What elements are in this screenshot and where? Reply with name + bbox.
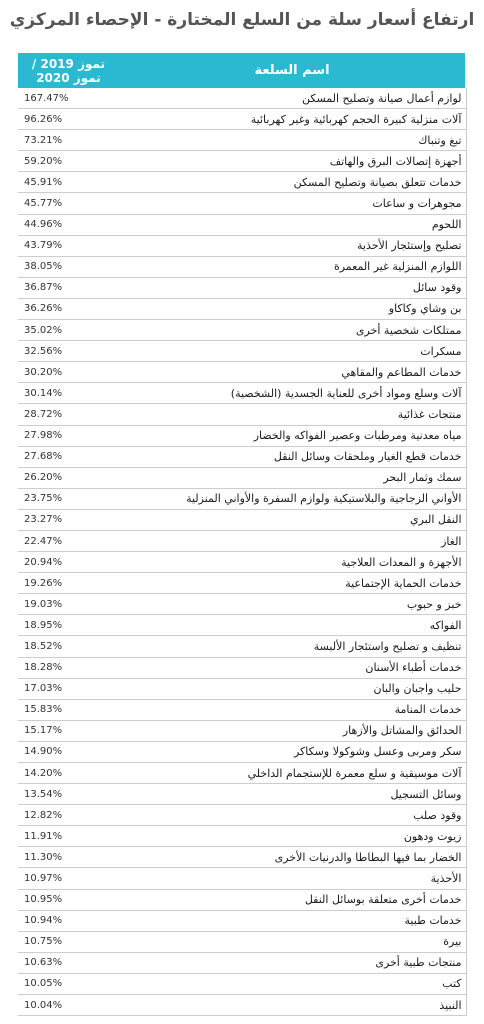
row-item-name: اللحوم	[119, 214, 466, 235]
header-period	[18, 53, 119, 88]
row-value: 45.77%	[18, 193, 119, 214]
table-row	[18, 88, 466, 109]
row-value: 30.20%	[18, 362, 119, 383]
row-value: 18.95%	[18, 615, 119, 636]
row-item-name: خدمات المنامة	[119, 699, 466, 720]
table-row	[18, 805, 466, 826]
row-value: 73.21%	[18, 130, 119, 151]
row-item-name: ممتلكات شخصية أخرى	[119, 320, 466, 341]
table-row	[18, 277, 466, 298]
table-body	[18, 88, 466, 1016]
row-item-name: بيرة	[119, 931, 466, 952]
row-item-name: تبغ وتنباك	[119, 130, 466, 151]
row-value: 13.54%	[18, 784, 119, 805]
table-row	[18, 151, 466, 172]
table-row	[18, 657, 466, 678]
table-row	[18, 636, 466, 657]
row-item-name: النبيذ	[119, 995, 466, 1016]
table-row	[18, 256, 466, 277]
row-item-name: الأواني الزجاجية والبلاستيكية ولوازم السفرة والأواني المنزلية	[119, 488, 466, 509]
table-row	[18, 847, 466, 868]
row-value: 59.20%	[18, 151, 119, 172]
row-value: 10.97%	[18, 868, 119, 889]
table-header-row	[18, 53, 466, 88]
page-title: ارتفاع أسعار سلة من السلع المختارة - الإحصاء المركزي	[9, 10, 475, 30]
table-row	[18, 741, 466, 762]
row-item-name: آلات منزلية كبيرة الحجم كهربائية وغير كهربائية	[119, 109, 466, 130]
row-value: 12.82%	[18, 805, 119, 826]
row-value: 19.26%	[18, 573, 119, 594]
table-row	[18, 172, 466, 193]
table-row	[18, 235, 466, 256]
row-value: 15.83%	[18, 699, 119, 720]
row-value: 10.94%	[18, 910, 119, 931]
row-item-name: خدمات طبية	[119, 910, 466, 931]
table-row	[18, 720, 466, 741]
table-row	[18, 615, 466, 636]
row-item-name: الفواكه	[119, 615, 466, 636]
row-item-name: الخضار بما فيها البطاطا والدرنيات الأخرى	[119, 847, 466, 868]
row-value: 17.03%	[18, 678, 119, 699]
table-row	[18, 931, 466, 952]
row-item-name: حليب واجبان والبان	[119, 678, 466, 699]
row-item-name: كتب	[119, 973, 466, 994]
row-item-name: وسائل التسجيل	[119, 784, 466, 805]
row-value: 30.14%	[18, 383, 119, 404]
table-row	[18, 868, 466, 889]
table-row	[18, 214, 466, 235]
row-item-name: خبز و حبوب	[119, 594, 466, 615]
table-row	[18, 826, 466, 847]
row-value: 10.05%	[18, 973, 119, 994]
table-row	[18, 488, 466, 509]
header-item-name: اسم السلعة	[119, 53, 466, 88]
table-row	[18, 952, 466, 973]
row-value: 11.30%	[18, 847, 119, 868]
row-item-name: مسكرات	[119, 341, 466, 362]
row-value: 22.47%	[18, 530, 119, 551]
row-value: 10.75%	[18, 931, 119, 952]
table-row	[18, 552, 466, 573]
table-row	[18, 404, 466, 425]
table-row	[18, 530, 466, 551]
table-row	[18, 467, 466, 488]
table-row	[18, 383, 466, 404]
row-value: 26.20%	[18, 467, 119, 488]
row-value: 10.04%	[18, 995, 119, 1016]
row-item-name: النقل البري	[119, 509, 466, 530]
row-item-name: خدمات تتعلق بصيانة وتصليح المسكن	[119, 172, 466, 193]
table-row	[18, 678, 466, 699]
row-item-name: وقود صلب	[119, 805, 466, 826]
table-row	[18, 109, 466, 130]
row-item-name: بن وشاي وكاكاو	[119, 298, 466, 319]
row-value: 45.91%	[18, 172, 119, 193]
row-value: 44.96%	[18, 214, 119, 235]
row-item-name: مجوهرات و ساعات	[119, 193, 466, 214]
row-item-name: سكر ومربى وعسل وشوكولا وسكاكر	[119, 741, 466, 762]
row-value: 27.68%	[18, 446, 119, 467]
row-item-name: الأجهزة و المعدات العلاجية	[119, 552, 466, 573]
row-value: 96.26%	[18, 109, 119, 130]
table-row	[18, 910, 466, 931]
row-value: 36.87%	[18, 277, 119, 298]
row-value: 43.79%	[18, 235, 119, 256]
row-value: 10.63%	[18, 952, 119, 973]
table-row	[18, 425, 466, 446]
row-item-name: اللوازم المنزلية غير المعمرة	[119, 256, 466, 277]
table-row	[18, 320, 466, 341]
row-item-name: الحدائق والمشاتل والأزهار	[119, 720, 466, 741]
row-value: 36.26%	[18, 298, 119, 319]
row-item-name: زيوت ودهون	[119, 826, 466, 847]
row-value: 14.90%	[18, 741, 119, 762]
row-item-name: مياه معدنية ومرطبات وعصير الفواكه والخضار	[119, 425, 466, 446]
row-item-name: أجهزة إتصالات البرق والهاتف	[119, 151, 466, 172]
row-item-name: الأحذية	[119, 868, 466, 889]
row-item-name: خدمات قطع الغيار وملحقات وسائل النقل	[119, 446, 466, 467]
row-value: 11.91%	[18, 826, 119, 847]
row-value: 32.56%	[18, 341, 119, 362]
table-row	[18, 298, 466, 319]
row-item-name: آلات موسيقية و سلع معمرة للإستجمام الداخلي	[119, 763, 466, 784]
row-item-name: منتجات طبية أخرى	[119, 952, 466, 973]
row-item-name: الغاز	[119, 530, 466, 551]
table-row	[18, 341, 466, 362]
row-item-name: خدمات أطباء الأسنان	[119, 657, 466, 678]
row-value: 18.52%	[18, 636, 119, 657]
row-item-name: منتجات غذائية	[119, 404, 466, 425]
table-row	[18, 763, 466, 784]
table-row	[18, 784, 466, 805]
row-value: 18.28%	[18, 657, 119, 678]
row-value: 14.20%	[18, 763, 119, 784]
table-row	[18, 130, 466, 151]
table-row	[18, 973, 466, 994]
row-value: 15.17%	[18, 720, 119, 741]
row-value: 167.47%	[18, 88, 119, 109]
table-row	[18, 362, 466, 383]
row-value: 38.05%	[18, 256, 119, 277]
table-row	[18, 699, 466, 720]
row-item-name: آلات وسلع ومواد أخرى للعناية الجسدية (الشخصية)	[119, 383, 466, 404]
row-value: 19.03%	[18, 594, 119, 615]
row-value: 10.95%	[18, 889, 119, 910]
price-increase-table	[18, 53, 467, 1016]
row-item-name: تصليح وإستئجار الأحذية	[119, 235, 466, 256]
row-value: 28.72%	[18, 404, 119, 425]
row-value: 23.75%	[18, 488, 119, 509]
table-row	[18, 573, 466, 594]
table-row	[18, 509, 466, 530]
row-item-name: خدمات أخرى متعلقة بوسائل النقل	[119, 889, 466, 910]
table-row	[18, 193, 466, 214]
table-row	[18, 446, 466, 467]
row-item-name: تنظيف و تصليح واستئجار الألبسة	[119, 636, 466, 657]
row-value: 23.27%	[18, 509, 119, 530]
row-item-name: وقود سائل	[119, 277, 466, 298]
row-value: 20.94%	[18, 552, 119, 573]
row-item-name: خدمات المطاعم والمقاهي	[119, 362, 466, 383]
header-period-line2: تموز 2020	[36, 70, 101, 85]
row-item-name: خدمات الحماية الإجتماعية	[119, 573, 466, 594]
table-row	[18, 889, 466, 910]
row-item-name: لوازم أعمال صيانة وتصليح المسكن	[119, 88, 466, 109]
row-value: 27.98%	[18, 425, 119, 446]
row-item-name: سمك وثمار البحر	[119, 467, 466, 488]
table-row	[18, 594, 466, 615]
row-value: 35.02%	[18, 320, 119, 341]
table-row	[18, 995, 466, 1016]
header-period-line1: تموز 2019 /	[31, 56, 106, 71]
